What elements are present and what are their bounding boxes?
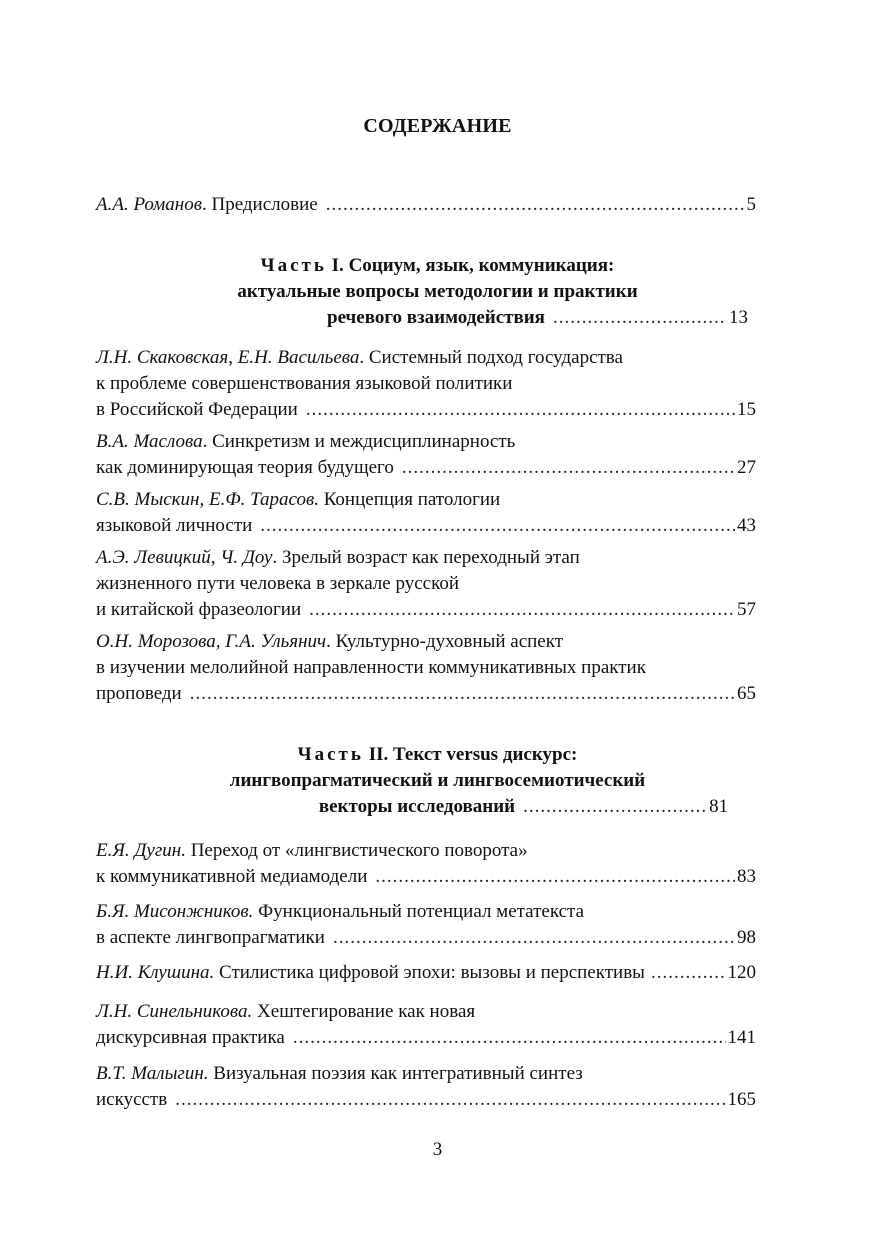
entry-title: Переход от «лингвистического поворота» <box>185 840 528 861</box>
entry-page: 5 <box>746 194 756 215</box>
entry-title: Концепция патологии <box>318 489 501 510</box>
entry-author: А.Э. Левицкий, Ч. Доу <box>96 547 273 568</box>
toc-entry[interactable] <box>96 999 756 1051</box>
toc-entry[interactable] <box>96 1061 756 1113</box>
part-title-line: Социум, язык, коммуникация: <box>348 255 615 276</box>
entry-title: Функциональный потенциал метатекста <box>253 901 585 922</box>
entry-author: Л.Н. Синельникова. <box>96 1001 253 1022</box>
dot-leader <box>553 305 725 331</box>
entry-author: Б.Я. Мисонжников. <box>96 901 254 922</box>
entry-title-line: в изучении мелолийной направленности коммуникативных практик <box>96 657 646 678</box>
entry-page: 57 <box>737 599 756 620</box>
toc-entry[interactable] <box>96 960 756 986</box>
dot-leader <box>651 960 726 986</box>
entry-title: . Культурно-духовный аспект <box>326 631 564 652</box>
entry-author: В.Т. Малыгин. <box>96 1063 209 1084</box>
entry-title-line: языковой личности <box>96 515 253 536</box>
entry-page: 98 <box>737 927 756 948</box>
dot-leader <box>306 397 735 423</box>
dot-leader <box>333 925 735 951</box>
entry-title: . Зрелый возраст как переходный этап <box>272 547 580 568</box>
part-title-line: лингвопрагматический и лингвосемиотический <box>229 770 646 791</box>
toc-entry[interactable] <box>96 629 756 707</box>
part-title-line: речевого взаимодействия <box>327 307 545 328</box>
entry-title-line: в аспекте лингвопрагматики <box>96 927 325 948</box>
toc-entry[interactable] <box>96 487 756 539</box>
entry-title: . Предисловие <box>201 194 318 215</box>
entry-title-line: и китайской фразеологии <box>96 599 302 620</box>
entry-title-line: в Российской Федерации <box>96 399 298 420</box>
entry-title-line: к коммуникативной медиамодели <box>96 866 368 887</box>
entry-author: А.А. Романов <box>96 194 202 215</box>
toc-entry-preface[interactable] <box>96 192 756 218</box>
toc-entry[interactable] <box>96 838 756 890</box>
entry-author: Л.Н. Скаковская, Е.Н. Васильева <box>96 347 360 368</box>
toc-entry[interactable] <box>96 899 756 951</box>
entry-page: 65 <box>737 683 756 704</box>
entry-title: . Системный подход государства <box>359 347 623 368</box>
entry-page: 165 <box>727 1089 756 1110</box>
entry-title-line: проповеди <box>96 683 182 704</box>
dot-leader <box>375 864 735 890</box>
dot-leader <box>402 455 735 481</box>
entry-title-line: жизненного пути человека в зеркале русской <box>96 573 460 594</box>
entry-title: . Синкретизм и междисциплинарность <box>202 431 516 452</box>
part-number: I. <box>331 255 344 276</box>
dot-leader <box>190 681 735 707</box>
part-title-line: актуальные вопросы методологии и практики <box>237 281 638 302</box>
dot-leader <box>309 597 735 623</box>
entry-author: В.А. Маслова <box>96 431 203 452</box>
dot-leader <box>523 794 705 820</box>
entry-title: Стилистика цифровой эпохи: вызовы и перспективы <box>214 962 645 983</box>
toc-entry[interactable] <box>96 345 756 423</box>
entry-author: С.В. Мыскин, Е.Ф. Тарасов. <box>96 489 319 510</box>
dot-leader <box>260 513 735 539</box>
entry-title-line: искусств <box>96 1089 168 1110</box>
part-title-line: Текст versus дискурс: <box>392 744 578 765</box>
part-heading-2[interactable] <box>0 742 875 820</box>
entry-author: О.Н. Морозова, Г.А. Ульянич <box>96 631 327 652</box>
toc-entry[interactable] <box>96 545 756 623</box>
dot-leader <box>326 192 745 218</box>
entry-title: Хештегирование как новая <box>252 1001 476 1022</box>
toc-entry[interactable] <box>96 429 756 481</box>
entry-title-line: как доминирующая теория будущего <box>96 457 394 478</box>
part-heading-1[interactable] <box>0 253 875 331</box>
entry-page: 120 <box>727 962 756 983</box>
part-page: 81 <box>709 796 729 817</box>
part-number: II. <box>368 744 389 765</box>
entry-page: 15 <box>737 399 756 420</box>
entry-author: Е.Я. Дугин. <box>96 840 186 861</box>
entry-page: 43 <box>737 515 756 536</box>
dot-leader <box>175 1087 725 1113</box>
entry-page: 83 <box>737 866 756 887</box>
part-label: Часть <box>260 255 327 276</box>
entry-title: Визуальная поэзия как интегративный синтез <box>208 1063 583 1084</box>
page-number: 3 <box>432 1139 443 1160</box>
entry-title-line: дискурсивная практика <box>96 1027 285 1048</box>
part-page: 13 <box>728 307 748 328</box>
part-title-line: векторы исследований <box>318 796 516 817</box>
entry-title-line: к проблеме совершенствования языковой политики <box>96 373 513 394</box>
page-title: СОДЕРЖАНИЕ <box>363 115 512 137</box>
dot-leader <box>293 1025 726 1051</box>
entry-author: Н.И. Клушина. <box>96 962 215 983</box>
entry-page: 141 <box>727 1027 756 1048</box>
entry-page: 27 <box>737 457 756 478</box>
part-label: Часть <box>297 744 364 765</box>
